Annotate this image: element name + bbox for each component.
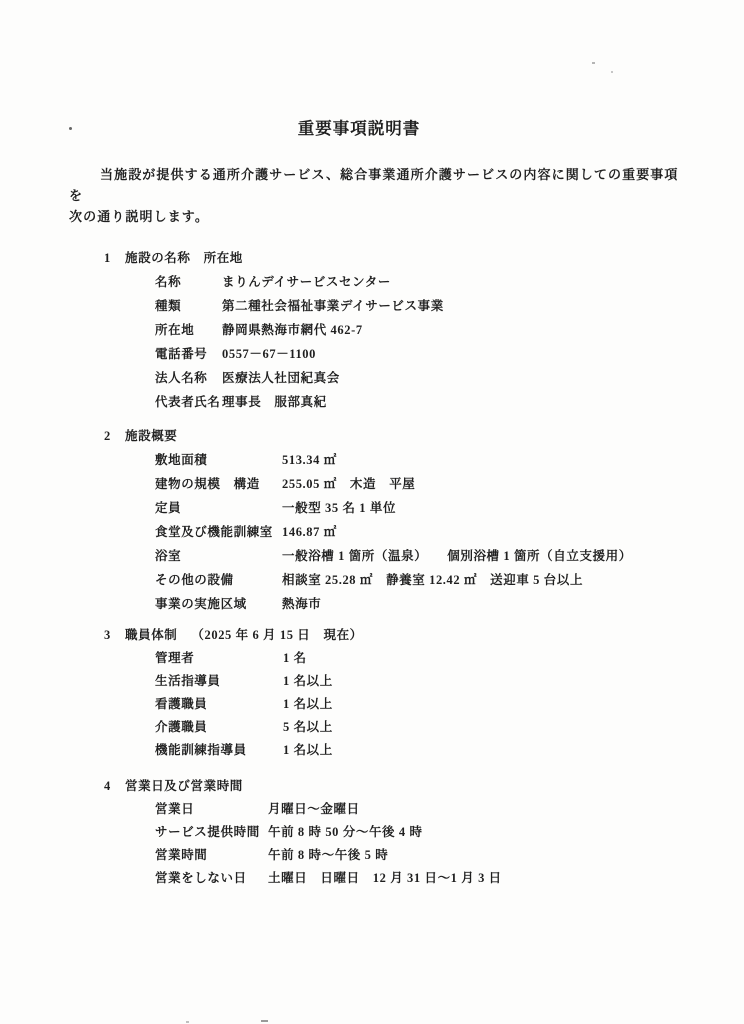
field-value: まりんデイサービスセンター — [222, 275, 391, 289]
intro-line: を — [69, 188, 84, 203]
field-value: 一般型 35 名 1 単位 — [282, 501, 397, 515]
field-row — [0, 472, 744, 496]
section-number: 2 — [104, 429, 111, 443]
section-number: 4 — [104, 779, 111, 793]
field-label: サービス提供時間 — [155, 825, 260, 839]
field-row — [0, 647, 744, 670]
field-row — [0, 568, 744, 592]
section-heading — [0, 424, 744, 448]
field-label: 電話番号 — [155, 347, 208, 361]
page-title: 重要事項説明書 — [297, 119, 421, 138]
field-row — [0, 448, 744, 472]
scan-artifact-dash — [186, 1021, 189, 1023]
field-value: 1 名以上 — [283, 697, 333, 711]
field-value: 医療法人社団紀真会 — [222, 371, 340, 385]
field-label: 看護職員 — [155, 697, 208, 711]
field-label: 種類 — [155, 299, 182, 313]
section-heading-note: （2025 年 6 月 15 日 現在） — [191, 628, 363, 642]
field-label: 営業時間 — [155, 848, 208, 862]
field-label: 代表者氏名 — [155, 395, 221, 409]
field-label: 定員 — [155, 501, 182, 515]
field-row — [0, 390, 744, 414]
intro-paragraph — [69, 164, 694, 227]
section-facility-name-location — [0, 246, 744, 414]
field-label: 建物の規模 構造 — [155, 477, 260, 491]
field-row — [0, 366, 744, 390]
field-row — [0, 798, 744, 821]
section-number: 1 — [104, 251, 111, 265]
field-value: 月曜日～金曜日 — [268, 802, 360, 816]
intro-line: 次の通り説明します。 — [69, 209, 209, 224]
field-value: 1 名以上 — [283, 743, 333, 757]
field-value: 午前 8 時 50 分～午後 4 時 — [268, 825, 423, 839]
field-row — [0, 844, 744, 867]
field-row — [0, 270, 744, 294]
field-value: 255.05 ㎡ 木造 平屋 — [282, 477, 416, 491]
scan-artifact-dash — [261, 1020, 268, 1022]
field-label: 機能訓練指導員 — [155, 743, 247, 757]
section-title: 施設の名称 所在地 — [125, 251, 243, 265]
field-label: 浴室 — [155, 549, 182, 563]
field-row — [0, 716, 744, 739]
field-label: 介護職員 — [155, 720, 208, 734]
field-label: 管理者 — [155, 651, 195, 665]
field-value: 土曜日 日曜日 12 月 31 日～1 月 3 日 — [268, 871, 502, 885]
field-value: 理事長 服部真紀 — [222, 395, 327, 409]
field-row — [0, 821, 744, 844]
section-facility-overview — [0, 424, 744, 616]
field-value: 0557－67－1100 — [222, 347, 317, 361]
field-row — [0, 294, 744, 318]
section-number: 3 — [104, 628, 111, 642]
field-value: 513.34 ㎡ — [282, 453, 337, 467]
section-title: 施設概要 — [125, 429, 178, 443]
field-row — [0, 520, 744, 544]
field-row — [0, 544, 744, 568]
intro-line: 当施設が提供する通所介護サービス、総合事業通所介護サービスの内容に関しての重要事項 — [100, 167, 679, 182]
field-value: 1 名 — [283, 651, 307, 665]
field-row — [0, 318, 744, 342]
field-label: 生活指導員 — [155, 674, 221, 688]
field-row — [0, 693, 744, 716]
field-row — [0, 342, 744, 366]
field-label: 営業日 — [155, 802, 195, 816]
field-label: 敷地面積 — [155, 453, 208, 467]
field-value: 相談室 25.28 ㎡ 静養室 12.42 ㎡ 送迎車 5 台以上 — [282, 573, 584, 587]
field-value: 1 名以上 — [283, 674, 333, 688]
field-row — [0, 670, 744, 693]
field-value: 熱海市 — [282, 597, 322, 611]
field-label: 食堂及び機能訓練室 — [155, 525, 273, 539]
field-label: 法人名称 — [155, 371, 208, 385]
field-row — [0, 867, 744, 890]
field-value: 一般浴槽 1 箇所（温泉） 個別浴槽 1 箇所（自立支援用） — [282, 549, 632, 563]
scan-artifact-speck — [611, 71, 613, 73]
field-row — [0, 496, 744, 520]
field-value: 5 名以上 — [283, 720, 333, 734]
section-title: 職員体制 — [125, 628, 178, 642]
field-value: 第二種社会福祉事業デイサービス事業 — [222, 299, 444, 313]
scan-artifact-speck — [592, 62, 595, 64]
field-value: 146.87 ㎡ — [282, 525, 337, 539]
field-label: 営業をしない日 — [155, 871, 247, 885]
field-value: 静岡県熱海市網代 462-7 — [222, 323, 363, 337]
section-title: 営業日及び営業時間 — [125, 779, 243, 793]
field-row — [0, 739, 744, 762]
field-row — [0, 592, 744, 616]
field-value: 午前 8 時～午後 5 時 — [268, 848, 389, 862]
field-label: 名称 — [155, 275, 182, 289]
section-heading — [0, 624, 744, 647]
field-label: 事業の実施区域 — [155, 597, 247, 611]
section-heading — [0, 775, 744, 798]
field-label: その他の設備 — [155, 573, 234, 587]
section-business-days-hours — [0, 775, 744, 890]
section-heading — [0, 246, 744, 270]
section-staff-structure — [0, 624, 744, 762]
field-label: 所在地 — [155, 323, 195, 337]
